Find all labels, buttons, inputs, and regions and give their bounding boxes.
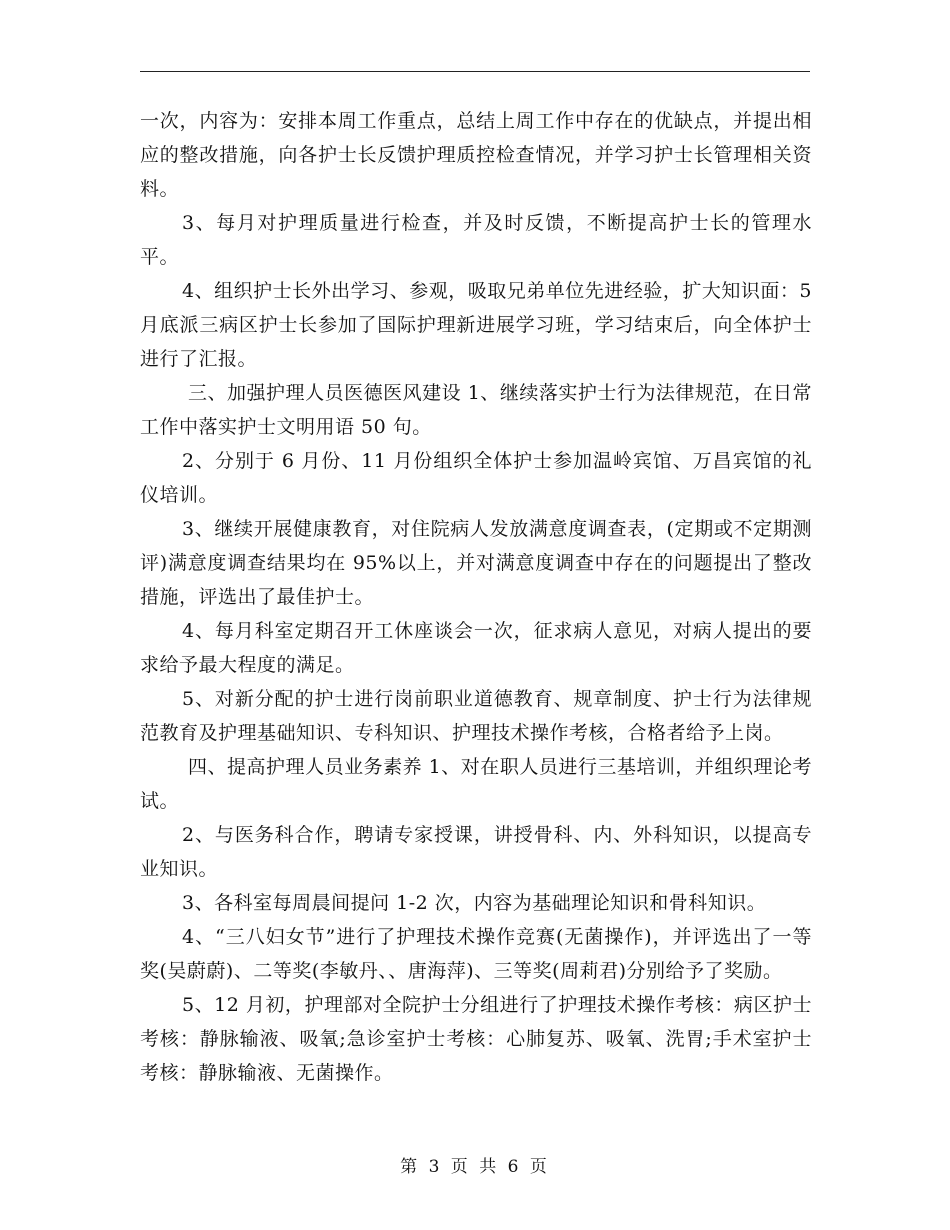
paragraph-item-4-competition: 4、“三八妇女节”进行了护理技术操作竞赛(无菌操作)，并评选出了一等奖(吴蔚蔚)、二等奖(李敏丹、、唐海萍)、三等奖(周莉君)分别给予了奖励。	[140, 926, 812, 982]
paragraph-item-2-lectures: 2、与医务科合作，聘请专家授课，讲授骨科、内、外科知识，以提高专业知识。	[140, 824, 812, 880]
document-body	[140, 104, 812, 1090]
paragraph-item-3-health-education: 3、继续开展健康教育，对住院病人发放满意度调查表，(定期或不定期测评)满意度调查结果均在 95%以上，并对满意度调查中存在的问题提出了整改措施，评选出了最佳护士。	[140, 518, 812, 608]
paragraph-item-2-etiquette: 2、分别于 6 月份、11 月份组织全体护士参加温岭宾馆、万昌宾馆的礼仪培训。	[140, 450, 812, 506]
paragraph-section-3-ethics: 三、加强护理人员医德医风建设 1、继续落实护士行为法律规范，在日常工作中落实护士文明用语 50 句。	[140, 382, 812, 438]
paragraph-section-4-skills: 四、提高护理人员业务素养 1、对在职人员进行三基培训，并组织理论考试。	[140, 756, 812, 812]
page-number: 第 3 页 共 6 页	[400, 1157, 550, 1177]
paragraph-item-5-assessment: 5、12 月初，护理部对全院护士分组进行了护理技术操作考核：病区护士考核：静脉输液、吸氧;急诊室护士考核：心肺复苏、吸氧、洗胃;手术室护士考核：静脉输液、无菌操作。	[140, 994, 812, 1084]
paragraph-item-3-quality-check: 3、每月对护理质量进行检查，并及时反馈，不断提高护士长的管理水平。	[140, 212, 812, 268]
paragraph-item-5-new-nurses: 5、对新分配的护士进行岗前职业道德教育、规章制度、护士行为法律规范教育及护理基础知识、专科知识、护理技术操作考核，合格者给予上岗。	[140, 688, 812, 744]
paragraph-continuation: 一次，内容为：安排本周工作重点，总结上周工作中存在的优缺点，并提出相应的整改措施，向各护士长反馈护理质控检查情况，并学习护士长管理相关资料。	[140, 110, 812, 200]
paragraph-item-4-forum: 4、每月科室定期召开工休座谈会一次，征求病人意见，对病人提出的要求给予最大程度的满足。	[140, 620, 812, 676]
header-rule	[140, 71, 810, 72]
paragraph-item-4-study-visit: 4、组织护士长外出学习、参观，吸取兄弟单位先进经验，扩大知识面：5月底派三病区护士长参加了国际护理新进展学习班，学习结束后，向全体护士进行了汇报。	[140, 280, 812, 370]
paragraph-item-3-morning-quiz: 3、各科室每周晨间提问 1-2 次，内容为基础理论知识和骨科知识。	[182, 892, 767, 914]
